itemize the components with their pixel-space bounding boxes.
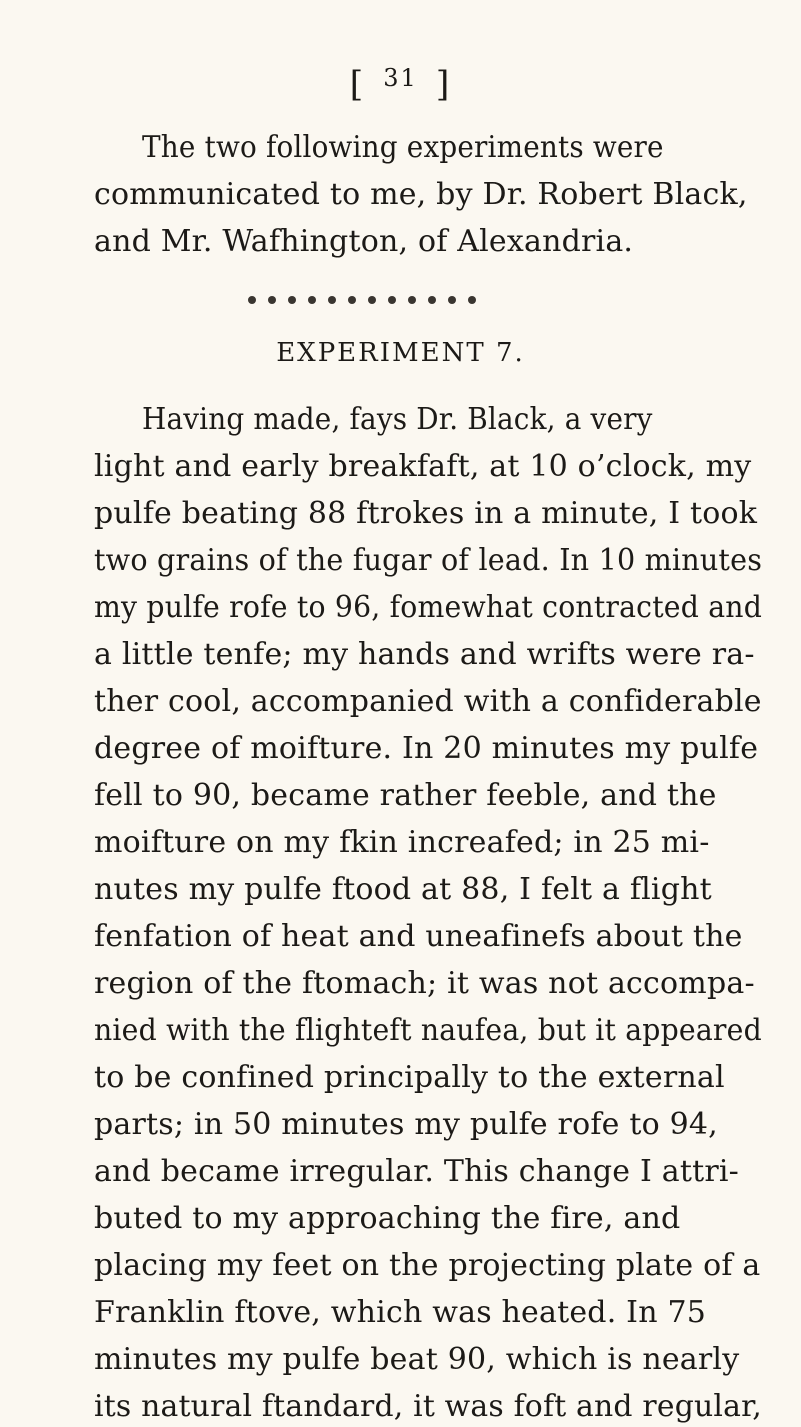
body-line: Franklin ftove, which was heated. In 75 xyxy=(94,1295,707,1330)
ornamental-rule xyxy=(248,289,494,305)
body-line: a little tenfe; my hands and wrifts were ra- xyxy=(94,637,755,672)
intro-line: and Mr. Wafhington, of Alexandria. xyxy=(94,224,634,259)
body-line: placing my feet on the projecting plate of a xyxy=(94,1248,761,1283)
body-line: ther cool, accompanied with a confiderable xyxy=(94,684,762,719)
experiment-heading: EXPERIMENT 7. xyxy=(276,338,525,368)
body-line: buted to my approaching the fire, and xyxy=(94,1201,681,1236)
body-line: two grains of the fugar of lead. In 10 minutes xyxy=(94,543,763,578)
body-line: my pulfe rofe to 96, fomewhat contracted and xyxy=(94,590,763,625)
page-number xyxy=(0,64,801,105)
body-line: moifture on my fkin increafed; in 25 mi- xyxy=(94,825,710,860)
body-line: region of the ftomach; it was not accompa- xyxy=(94,966,755,1001)
intro-line: The two following experiments were xyxy=(142,130,664,165)
body-line: minutes my pulfe beat 90, which is nearly xyxy=(94,1342,740,1377)
body-line: to be confined principally to the external xyxy=(94,1060,725,1095)
page-number-value: 31 xyxy=(383,64,418,92)
body-line: Having made, fays Dr. Black, a very xyxy=(142,402,653,437)
intro-line: communicated to me, by Dr. Robert Black, xyxy=(94,177,748,212)
body-line: parts; in 50 minutes my pulfe rofe to 94, xyxy=(94,1107,718,1142)
page-number-close-bracket: ] xyxy=(435,65,452,105)
body-line: its natural ftandard, it was foft and regular, xyxy=(94,1389,762,1424)
body-line: pulfe beating 88 ftrokes in a minute, I took xyxy=(94,496,758,531)
body-line: fenfation of heat and uneafinefs about the xyxy=(94,919,743,954)
body-line: degree of moifture. In 20 minutes my pulfe xyxy=(94,731,759,766)
body-line: fell to 90, became rather feeble, and the xyxy=(94,778,717,813)
body-line: and became irregular. This change I attri- xyxy=(94,1154,740,1189)
body-line: nied with the flighteft naufea, but it appeared xyxy=(94,1013,762,1048)
page-number-open-bracket: [ xyxy=(349,65,366,105)
body-line: light and early breakfaft, at 10 o’clock, my xyxy=(94,449,752,484)
body-line: nutes my pulfe ftood at 88, I felt a flight xyxy=(94,872,712,907)
